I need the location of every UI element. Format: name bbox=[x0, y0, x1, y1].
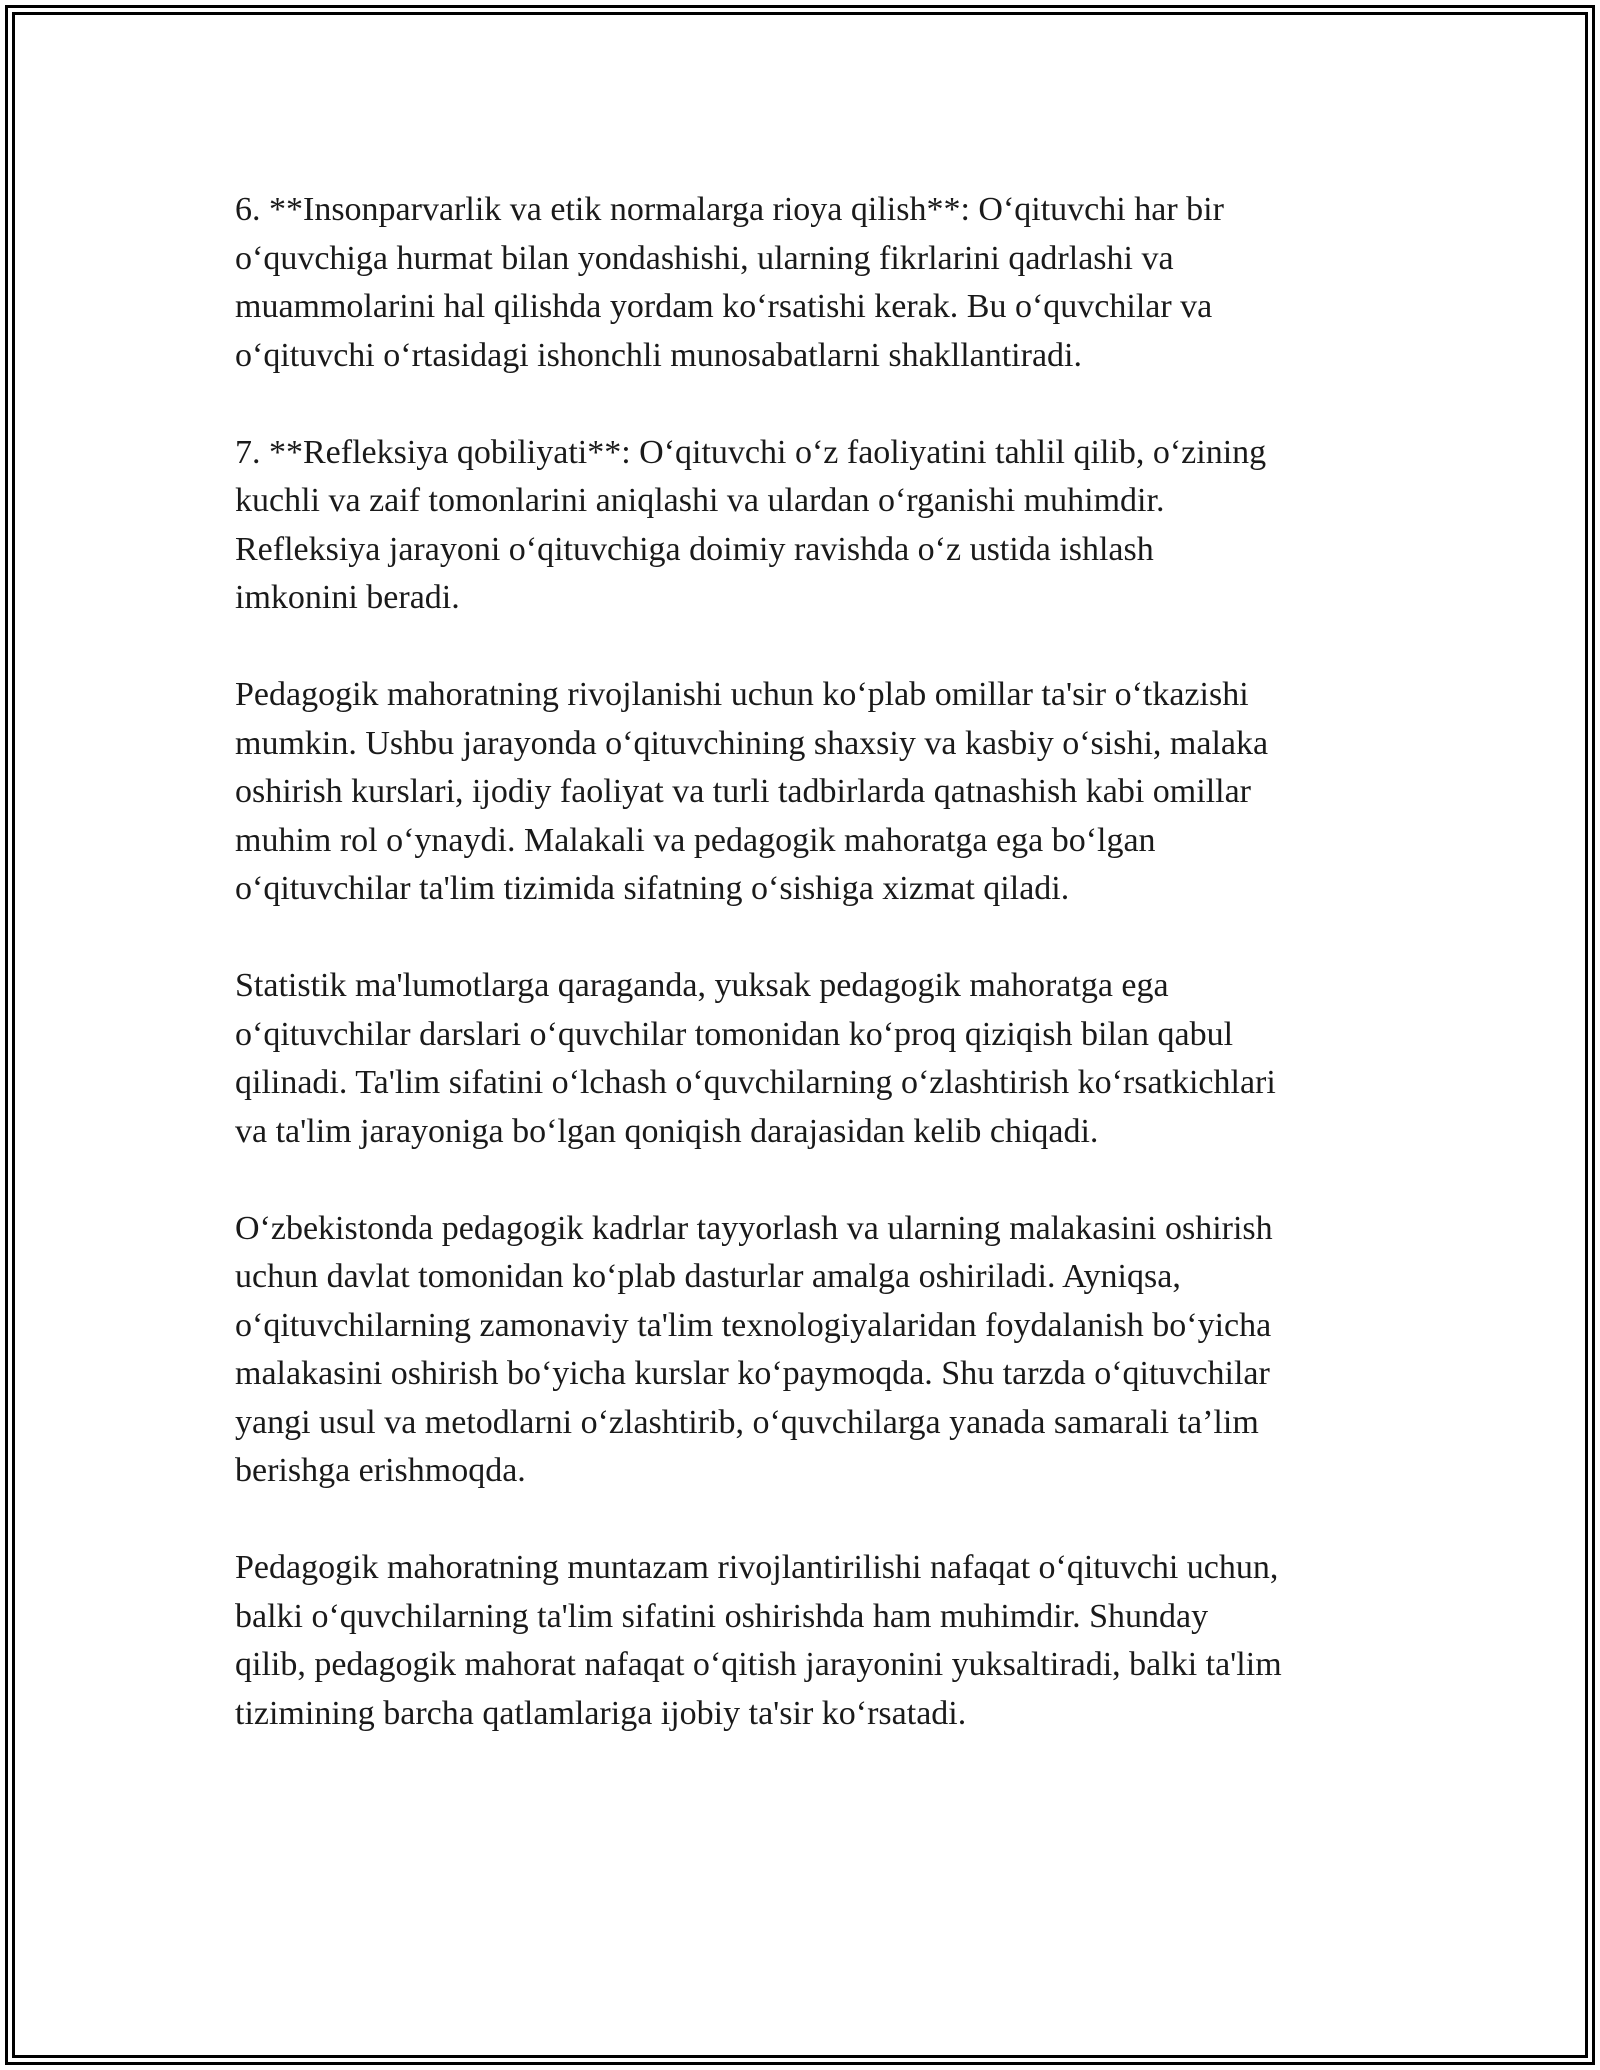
paragraph-uzbekistan-programs: O‘zbekistonda pedagogik kadrlar tayyorlash va ularning malakasini oshirish uchun davlat tomonidan ko‘plab dasturlar amalga oshiriladi. Ayniqsa, o‘qituvchilarning zamonaviy ta'lim texnologiyalaridan foydalanish bo‘yicha malakasini oshirish bo‘yicha kurslar ko‘paymoqda. Shu tarzda o‘qituvchilar yangi usul va metodlarni o‘zlashtirib, o‘quvchilarga yanada samarali ta’lim berishga erishmoqda. bbox=[235, 1209, 1273, 1489]
paragraph-conclusion: Pedagogik mahoratning muntazam rivojlantirilishi nafaqat o‘qituvchi uchun, balki o‘quvchilarning ta'lim sifatini oshirishda ham muhimdir. Shunday qilib, pedagogik mahorat nafaqat o‘qitish jarayonini yuksaltiradi, balki ta'lim tizimining barcha qatlamlariga ijobiy ta'sir ko‘rsatadi. bbox=[235, 1549, 1282, 1732]
paragraph-reflection: 7. **Refleksiya qobiliyati**: O‘qituvchi o‘z faoliyatini tahlil qilib, o‘zining kuchli va zaif tomonlarini aniqlashi va ulardan o‘rganishi muhimdir. Refleksiya jarayoni o‘qituvchiga doimiy ravishda o‘z ustida ishlash imkonini beradi. bbox=[235, 433, 1267, 616]
paragraph-ethics: 6. **Insonparvarlik va etik normalarga rioya qilish**: O‘qituvchi har bir o‘quvchiga hurmat bilan yondashishi, ularning fikrlarini qadrlashi va muammolarini hal qilishda yordam ko‘rsatishi kerak. Bu o‘quvchilar va o‘qituvchi o‘rtasidagi ishonchli munosabatlarni shakllantiradi. bbox=[235, 191, 1224, 374]
paragraph-skill-factors: Pedagogik mahoratning rivojlanishi uchun ko‘plab omillar ta'sir o‘tkazishi mumkin. Ushbu jarayonda o‘qituvchining shaxsiy va kasbiy o‘sishi, malaka oshirish kurslari, ijodiy faoliyat va turli tadbirlarda qatnashish kabi omillar muhim rol o‘ynaydi. Malakali va pedagogik mahoratga ega bo‘lgan o‘qituvchilar ta'lim tizimida sifatning o‘sishiga xizmat qiladi. bbox=[235, 676, 1269, 907]
document-body bbox=[235, 186, 1415, 1787]
paragraph-statistics: Statistik ma'lumotlarga qaraganda, yuksak pedagogik mahoratga ega o‘qituvchilar darslari o‘quvchilar tomonidan ko‘proq qiziqish bilan qabul qilinadi. Ta'lim sifatini o‘lchash o‘quvchilarning o‘zlashtirish ko‘rsatkichlari va ta'lim jarayoniga bo‘lgan qoniqish darajasidan kelib chiqadi. bbox=[235, 967, 1276, 1150]
